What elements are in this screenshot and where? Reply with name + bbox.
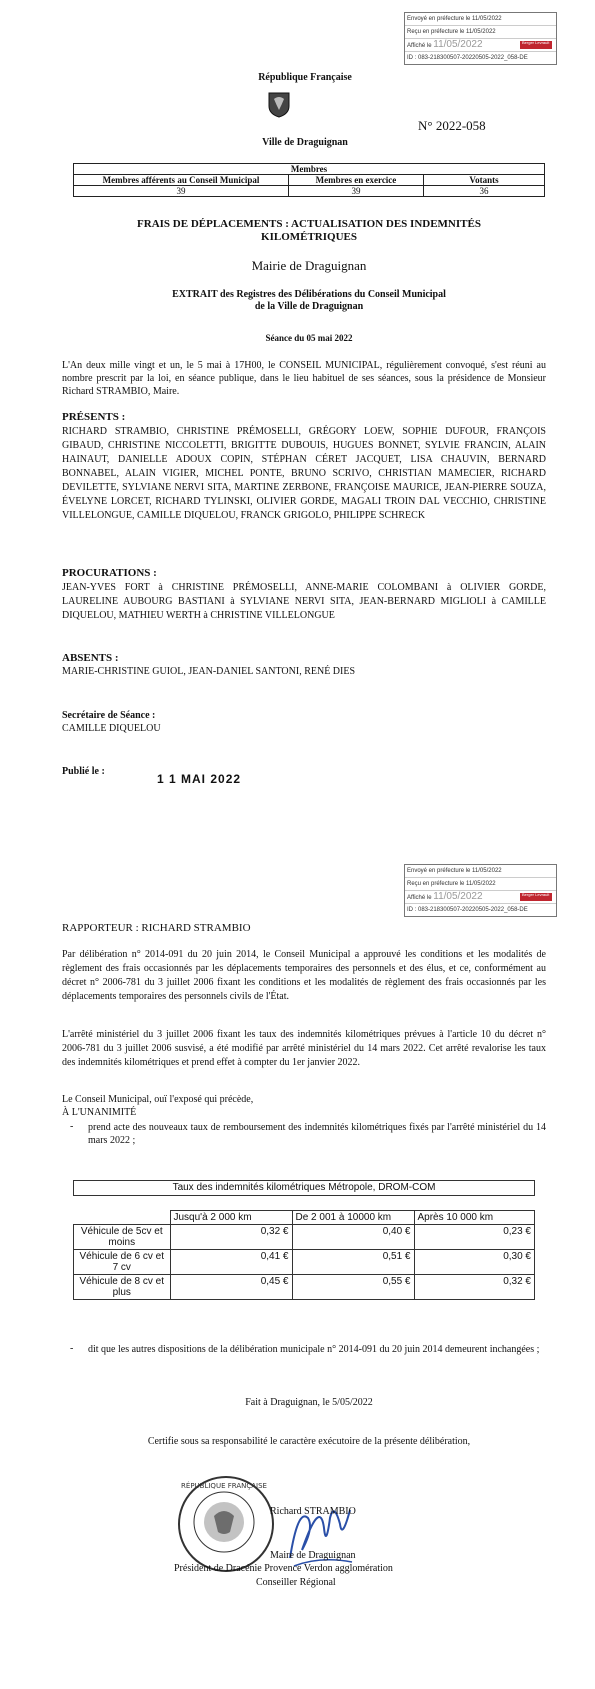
absents-list: MARIE-CHRISTINE GUIOL, JEAN-DANIEL SANTONI, RENÉ DIES: [62, 666, 356, 677]
prefecture-stamp: [404, 12, 557, 65]
seance-date: Séance du 05 mai 2022: [265, 333, 353, 343]
members-col-exercice: Membres en exercice: [289, 175, 424, 186]
stamp2-received: Reçu en préfecture le 11/05/2022: [405, 878, 556, 891]
signatory-name: Richard STRAMBIO: [270, 1506, 356, 1517]
rates-row: [74, 1225, 535, 1250]
absents-label: ABSENTS :: [62, 652, 119, 664]
document-title-line2: KILOMÉTRIQUES: [261, 231, 357, 243]
rates-row-label: Véhicule de 6 cv et 7 cv: [74, 1250, 171, 1275]
publie-label: Publié le :: [62, 766, 105, 777]
rates-value: 0,23 €: [414, 1225, 535, 1250]
extrait-line1: EXTRAIT des Registres des Délibérations du Conseil Municipal: [172, 289, 446, 300]
bullet-dash-2: -: [70, 1343, 74, 1354]
prefecture-stamp-page2: [404, 864, 557, 917]
members-col-votants: Votants: [424, 175, 545, 186]
bullet-prend-acte: prend acte des nouveaux taux de remboursement des indemnités kilométriques fixés par l'arrêté ministériel du 14 mars 2022 ;: [88, 1122, 546, 1146]
rates-header-cell: De 2 001 à 10000 km: [292, 1211, 414, 1225]
secretaire-label: Secrétaire de Séance :: [62, 710, 156, 721]
fait-a-draguignan: Fait à Draguignan, le 5/05/2022: [245, 1397, 373, 1408]
stamp-received: Reçu en préfecture le 11/05/2022: [405, 26, 556, 39]
rates-value: 0,32 €: [170, 1225, 292, 1250]
signatory-role-president: Président de Dracénie Provence Verdon agglomération: [174, 1563, 393, 1574]
bullet-dit-que: dit que les autres dispositions de la délibération municipale n° 2014-091 du 20 juin 2014 demeurent inchangées ;: [88, 1344, 540, 1355]
rates-value: 0,41 €: [170, 1250, 292, 1275]
rates-value: 0,30 €: [414, 1250, 535, 1275]
members-val-votants: 36: [424, 186, 545, 197]
stamp2-posted-date: 11/05/2022: [433, 891, 483, 902]
rates-value: 0,45 €: [170, 1275, 292, 1300]
stamp-posted-label: Affiché le: [407, 43, 432, 49]
rates-value: 0,40 €: [292, 1225, 414, 1250]
stamp-id: ID : 083-218300507-20220505-2022_058-DE: [407, 55, 528, 61]
rapporteur: RAPPORTEUR : RICHARD STRAMBIO: [62, 922, 251, 934]
members-col-afferents: Membres afférents au Conseil Municipal: [74, 175, 289, 186]
rates-value: 0,51 €: [292, 1250, 414, 1275]
presents-label: PRÉSENTS :: [62, 411, 126, 423]
rates-table: [73, 1210, 535, 1300]
conseil-line: Le Conseil Municipal, ouï l'exposé qui précède,: [62, 1094, 254, 1105]
bullet-dash-1: -: [70, 1121, 74, 1132]
signatory-role-conseiller: Conseiller Régional: [256, 1577, 336, 1588]
members-table: [73, 163, 545, 197]
rates-row: [74, 1275, 535, 1300]
official-seal-icon: [178, 1476, 274, 1572]
members-val-afferents: 39: [74, 186, 289, 197]
berger-levrault-logo-2: Berger Levrault: [520, 893, 552, 901]
signatory-role-maire: Maire de Draguignan: [270, 1550, 356, 1561]
deliberation-number: N° 2022-058: [418, 118, 486, 133]
procurations-label: PROCURATIONS :: [62, 567, 157, 579]
rates-table-title: Taux des indemnités kilométriques Métropole, DROM-COM: [73, 1180, 535, 1196]
stamp2-sent: Envoyé en préfecture le 11/05/2022: [405, 865, 556, 878]
stamp2-id: ID : 083-218300507-20220505-2022_058-DE: [407, 907, 528, 913]
unanimite-line: À L'UNANIMITÉ: [62, 1107, 137, 1118]
rates-value: 0,32 €: [414, 1275, 535, 1300]
republic-heading: République Française: [258, 72, 352, 83]
publie-date-stamp: 1 1 MAI 2022: [157, 772, 242, 786]
rates-value: 0,55 €: [292, 1275, 414, 1300]
presents-list: RICHARD STRAMBIO, CHRISTINE PRÉMOSELLI, GRÉGORY LOEW, SOPHIE DUFOUR, FRANÇOIS GIBAUD, CHRISTINE NICCOLETTI, BRIGITTE DUBOUIS, HUGUES BONNET, SYLVIE FRANCIN, ALAIN HAINAUT, DANIELLE ADOUX COPIN, STÉPHAN CÉRET JACQUET, LISA CHAUVIN, BERNARD BONNABEL, ALAIN VIGIER, MICHEL PONTE, BRUNO SCRIVO, CHRISTIAN MAMECIER, RICHARD DEVILETTE, SYLVIANE NERVI SITA, MARTINE ZERBONE, FRANÇOISE MAURICE, JEAN-PIERRE SOUZA, ÉVELYNE LORCET, RICHARD TYLINSKI, OLIVIER GORDE, MAGALI TROIN DAL VECCHIO, CHRISTINE VILLELONGUE, CAMILLE DIQUELOU, FRANCK GRIGOLO, PHILIPPE SCHRECK: [62, 426, 546, 521]
stamp-posted: [405, 39, 556, 52]
certifie-line: Certifie sous sa responsabilité le caractère exécutoire de la présente délibération,: [147, 1436, 471, 1447]
paragraph-deliberation-2014: Par délibération n° 2014-091 du 20 juin 2014, le Conseil Municipal a approuvé les conditions et les modalités de règlement des frais occasionnés par les déplacements temporaires des personnels et des élus, et ce, conformément au décret n° 2006-781 du 3 juillet 2006 fixant les conditions et les modalités de règlement des frais occasionnés par les déplacements temporaires des personnels civils de l'État.: [62, 949, 546, 1002]
intro-paragraph: L'An deux mille vingt et un, le 5 mai à 17H00, le CONSEIL MUNICIPAL, régulièrement convoqué, s'est réuni au nombre prescrit par la loi, en séance publique, dans le lieu habituel de ses séances, sous la présidence de Monsieur Richard STRAMBIO, Maire.: [62, 360, 546, 397]
city-heading: Ville de Draguignan: [262, 137, 348, 148]
rates-row: [74, 1250, 535, 1275]
members-val-exercice: 39: [289, 186, 424, 197]
seal-text: RÉPUBLIQUE FRANÇAISE: [181, 1482, 267, 1490]
secretaire-name: CAMILLE DIQUELOU: [62, 723, 161, 734]
extrait-line2: de la Ville de Draguignan: [254, 301, 364, 312]
rates-row-label: Véhicule de 5cv et moins: [74, 1225, 171, 1250]
stamp2-posted: [405, 891, 556, 904]
mairie-heading: Mairie de Draguignan: [251, 258, 367, 273]
paragraph-arrete-2022: L'arrêté ministériel du 3 juillet 2006 fixant les taux des indemnités kilométriques prévues à l'article 10 du décret n° 2006-781 du 3 juillet 2006 susvisé, a été modifié par arrêté ministériel du 14 mars 2022. Cet arrêté revalorise les taux des indemnités kilométriques et prend effet à compter du 1er janvier 2022.: [62, 1029, 546, 1068]
coat-of-arms-icon: [268, 92, 290, 118]
procurations-list: JEAN-YVES FORT à CHRISTINE PRÉMOSELLI, ANNE-MARIE COLOMBANI à OLIVIER GORDE, LAURELINE AUBOURG BASTIANI à SYLVIANE NERVI SITA, JEAN-BERNARD MIGLIOLI à CAMILLE DIQUELOU, MATHIEU WERTH à CHRISTINE VILLELONGUE: [62, 582, 546, 621]
stamp-posted-date: 11/05/2022: [433, 39, 483, 50]
rates-corner-cell: [74, 1211, 171, 1225]
rates-row-label: Véhicule de 8 cv et plus: [74, 1275, 171, 1300]
berger-levrault-logo: Berger Levrault: [520, 41, 552, 49]
members-title: Membres: [74, 164, 545, 175]
rates-header-cell: Jusqu'à 2 000 km: [170, 1211, 292, 1225]
stamp2-posted-label: Affiché le: [407, 895, 432, 901]
stamp-sent: Envoyé en préfecture le 11/05/2022: [405, 13, 556, 26]
document-title-line1: FRAIS DE DÉPLACEMENTS : ACTUALISATION DES INDEMNITÉS: [137, 218, 481, 230]
rates-header-cell: Après 10 000 km: [414, 1211, 535, 1225]
